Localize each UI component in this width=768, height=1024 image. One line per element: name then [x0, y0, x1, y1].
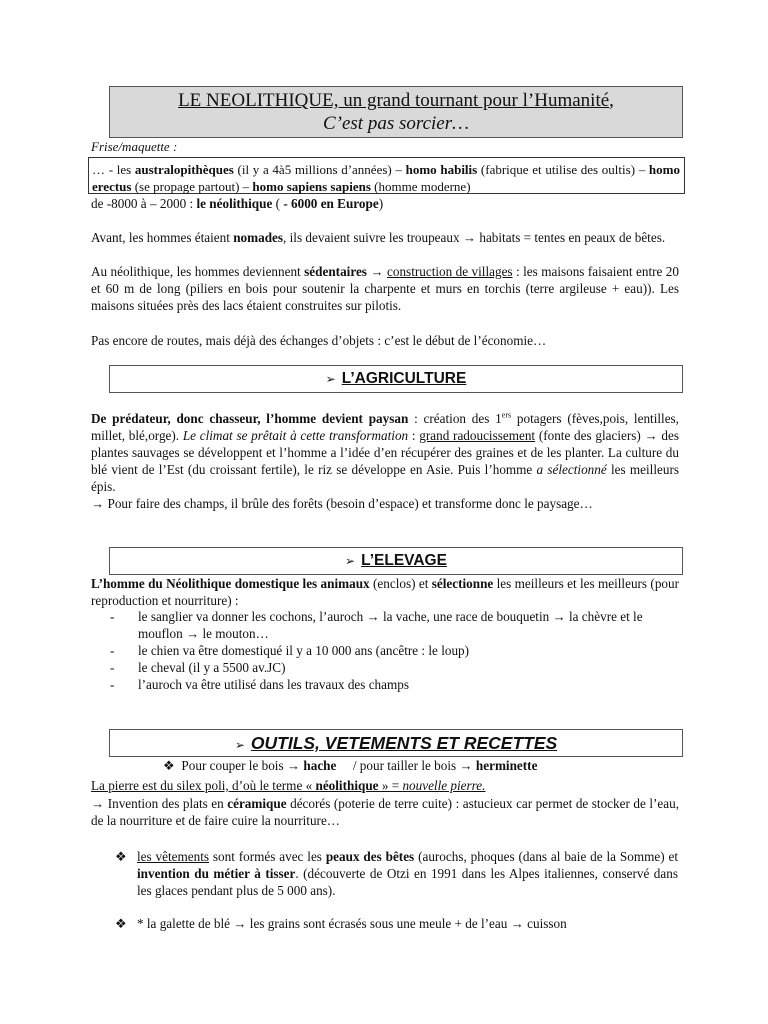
arrow-bullet-icon: ➢: [234, 738, 245, 752]
paragraph-elevage: L’homme du Néolithique domestique les animaux (enclos) et sélectionne les meilleurs et les meilleurs (pour reproduction et nourriture) :: [91, 576, 679, 608]
list-item: - l’auroch va être utilisé dans les travaux des champs: [110, 677, 409, 692]
paragraph-agriculture: De prédateur, donc chasseur, l’homme devient paysan : création des 1ers potagers (fèves,pois, lentilles, millet, blé,orge). Le climat se prêtait à cette transformation : grand radoucissement (fonte des glaciers) → des plantes sauvages se développent et l’homme a l’idée d’en récupérer des graines et de les planter. La culture du blé vient de l’Est (du croissant fertile), le riz se développe en Asie. Puis l’homme a sélectionné les meilleurs épis.: [91, 410, 679, 494]
title-main: LE NEOLITHIQUE, un grand tournant pour l’Humanité: [178, 90, 610, 111]
frise-label: Frise/maquette :: [91, 139, 178, 154]
term-homo-habilis: homo habilis: [405, 162, 478, 177]
arrow-bullet-icon: ➢: [345, 554, 356, 568]
term-homo-sapiens: homo sapiens sapiens: [252, 179, 371, 194]
section-header-elevage: ➢ L’ELEVAGE: [109, 547, 683, 575]
frise-box: … - les australopithèques (il y a 4à5 millions d’années) – homo habilis (fabrique et utilise des oultis) – homo erectus (se propage partout) – homo sapiens sapiens (homme moderne): [88, 157, 685, 194]
diamond-bullet-icon: ❖: [115, 916, 127, 931]
title-box: [109, 86, 683, 138]
list-item: - le sanglier va donner les cochons, l’auroch → la vache, une race de bouquetin → la chèvre et le mouflon → le mouton…: [110, 609, 643, 641]
line-hache: ❖ Pour couper le bois → hache / pour tailler le bois → herminette: [163, 758, 538, 773]
list-item: - le cheval (il y a 5500 av.JC): [110, 660, 286, 675]
paragraph-sedentaires: Au néolithique, les hommes deviennent sédentaires → construction de villages : les maisons faisaient entre 20 et 60 m de long (piliers en bois pour soutenir la charpente et murs en torchis (terre argileuse + eau)). Les maisons situées près des lacs étaient construites sur pilotis.: [91, 264, 679, 313]
dates-line: de -8000 à – 2000 : le néolithique ( - 6000 en Europe): [91, 196, 384, 211]
page-subtitle: C’est pas sorcier…: [322, 113, 470, 134]
arrow-bullet-icon: ➢: [325, 372, 336, 386]
item-galette: ❖ * la galette de blé → les grains sont écrasés sous une meule + de l’eau → cuisson: [115, 916, 567, 931]
title-comma: ,: [609, 90, 614, 111]
paragraph-ceramique: → Invention des plats en céramique décorés (poterie de terre cuite) : astucieux car permet de stocker de l’eau, de la nourriture et de faire cuire la nourriture…: [91, 796, 679, 828]
page-title: [110, 89, 682, 113]
list-item: - le chien va être domestiqué il y a 10 000 ans (ancêtre : le loup): [110, 643, 470, 658]
section-header-agriculture: ➢ L’AGRICULTURE: [109, 365, 683, 393]
term-australopitheques: australopithèques: [134, 162, 234, 177]
paragraph-routes: Pas encore de routes, mais déjà des échanges d’objets : c’est le début de l’économie…: [91, 333, 547, 348]
paragraph-champs: → Pour faire des champs, il brûle des forêts (besoin d’espace) et transforme donc le paysage…: [91, 496, 593, 511]
diamond-bullet-icon: ❖: [163, 758, 175, 773]
diamond-bullet-icon: ❖: [115, 849, 127, 864]
item-vetements: ❖ les vêtements sont formés avec les peaux des bêtes (aurochs, phoques (dans al baie de la Somme) et invention du métier à tisser. (découverte de Otzi en 1991 dans les Alpes italiennes, conservé dans les glaces pendant plus de 5 000 ans).: [115, 849, 678, 898]
paragraph-nomades: Avant, les hommes étaient nomades, ils devaient suivre les troupeaux → habitats = tentes en peaux de bêtes.: [91, 230, 666, 245]
line-pierre: La pierre est du silex poli, d’où le terme « néolithique » = nouvelle pierre.: [91, 778, 486, 793]
elevage-list: [110, 608, 680, 693]
section-header-outils: ➢ OUTILS, VETEMENTS ET RECETTES: [109, 729, 683, 757]
term-homo-erectus: homo erectus: [92, 162, 680, 194]
